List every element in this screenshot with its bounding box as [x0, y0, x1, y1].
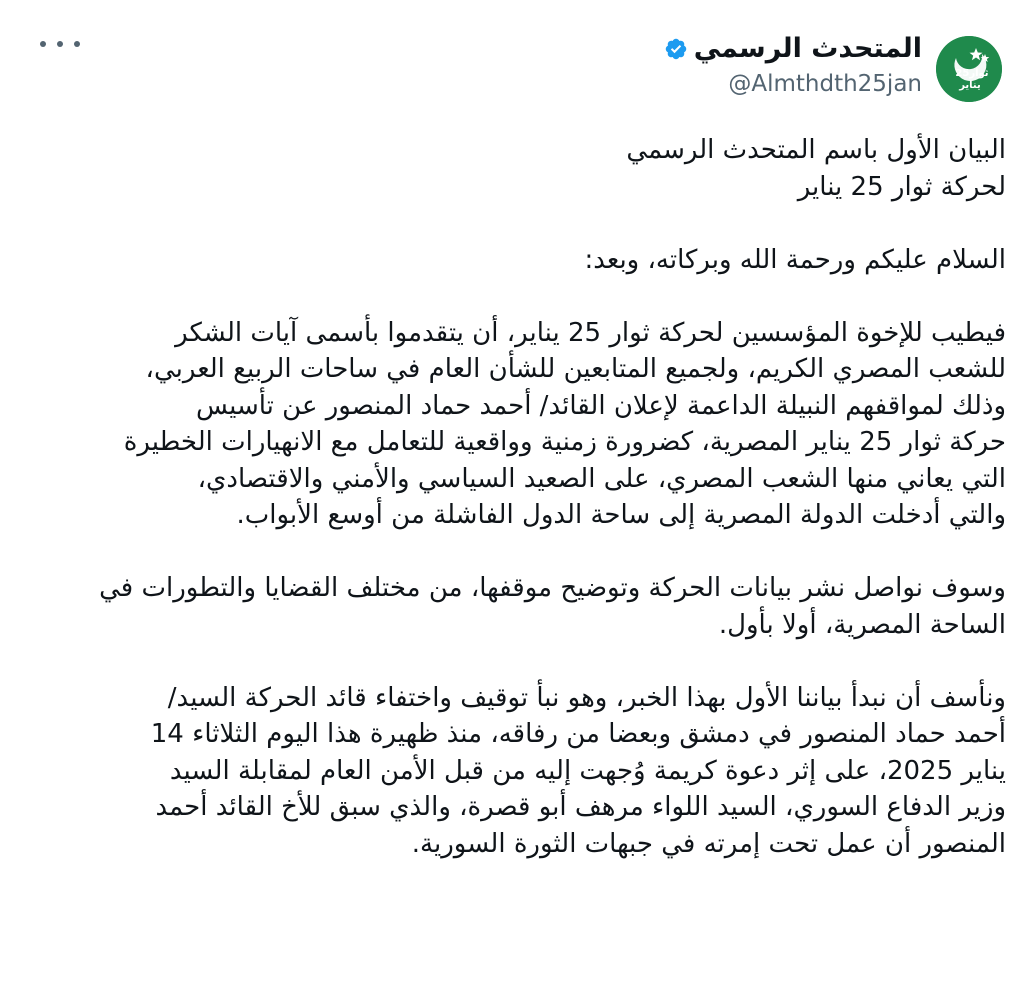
- text-line: البيان الأول باسم المتحدث الرسمي: [626, 135, 1006, 165]
- tweet-header: [40, 30, 1002, 110]
- paragraph-greeting: [40, 242, 1006, 279]
- text-line: المنصور أن عمل تحت إمرته في جبهات الثورة السورية.: [411, 828, 1006, 859]
- text-line: ونأسف أن نبدأ بياننا الأول بهذا الخبر، وهو نبأ توقيف واختفاء قائد الحركة السيد/: [167, 682, 1006, 713]
- user-handle[interactable]: @Almthdth25jan: [728, 71, 922, 97]
- text-line: السلام عليكم ورحمة الله وبركاته، وبعد:: [584, 244, 1006, 275]
- paragraph-continue: [40, 570, 1006, 643]
- more-dot: [40, 41, 46, 47]
- tweet-text: [40, 132, 1006, 899]
- text-line: والتي أدخلت الدولة المصرية إلى ساحة الدول الفاشلة من أوسع الأبواب.: [236, 500, 1006, 530]
- display-name[interactable]: المتحدث الرسمي: [693, 33, 922, 64]
- paragraph-news: [40, 680, 1006, 863]
- avatar[interactable]: [936, 36, 1002, 102]
- more-options-icon[interactable]: [40, 34, 80, 54]
- text-line: وسوف نواصل نشر بيانات الحركة وتوضيح موقفها، من مختلف القضايا والتطورات في: [99, 573, 1006, 603]
- text-line: حركة ثوار 25 يناير المصرية، كضرورة زمنية وواقعية للتعامل مع الانهيارات الخطيرة: [123, 427, 1006, 457]
- paragraph-title: [40, 132, 1006, 205]
- avatar-logo-icon: [936, 36, 1002, 102]
- text-line: للشعب المصري الكريم، ولجميع المتابعين للشأن العام في ساحات الربيع العربي،: [145, 354, 1006, 384]
- text-line: يناير 2025، على إثر دعوة كريمة وُجهت إليه من قبل الأمن العام لمقابلة السيد: [169, 755, 1006, 786]
- paragraph-thanks: [40, 315, 1006, 534]
- text-line: فيطيب للإخوة المؤسسين لحركة ثوار 25 يناير، أن يتقدموا بأسمى آيات الشكر: [175, 317, 1006, 348]
- verified-badge-icon[interactable]: [664, 37, 688, 61]
- user-names: [664, 30, 922, 100]
- text-line: وذلك لمواقفهم النبيلة الداعمة لإعلان القائد/ أحمد حماد المنصور عن تأسيس: [195, 390, 1006, 421]
- text-line: الساحة المصرية، أولا بأول.: [718, 609, 1006, 640]
- avatar-text-2: يناير: [959, 80, 981, 91]
- more-dot: [57, 41, 63, 47]
- more-dot: [74, 41, 80, 47]
- text-line: لحركة ثوار 25 يناير: [797, 171, 1006, 202]
- name-row: [664, 30, 922, 68]
- avatar-text-1: ثوار25: [955, 68, 989, 79]
- text-line: وزير الدفاع السوري، السيد اللواء مرهف أبو قصرة، والذي سبق للأخ القائد أحمد: [155, 792, 1006, 822]
- text-line: أحمد حماد المنصور في دمشق وبعضا من رفاقه، منذ ظهيرة هذا اليوم الثلاثاء 14: [150, 719, 1006, 749]
- text-line: التي يعاني منها الشعب المصري، على الصعيد السياسي والأمني والاقتصادي،: [197, 463, 1006, 494]
